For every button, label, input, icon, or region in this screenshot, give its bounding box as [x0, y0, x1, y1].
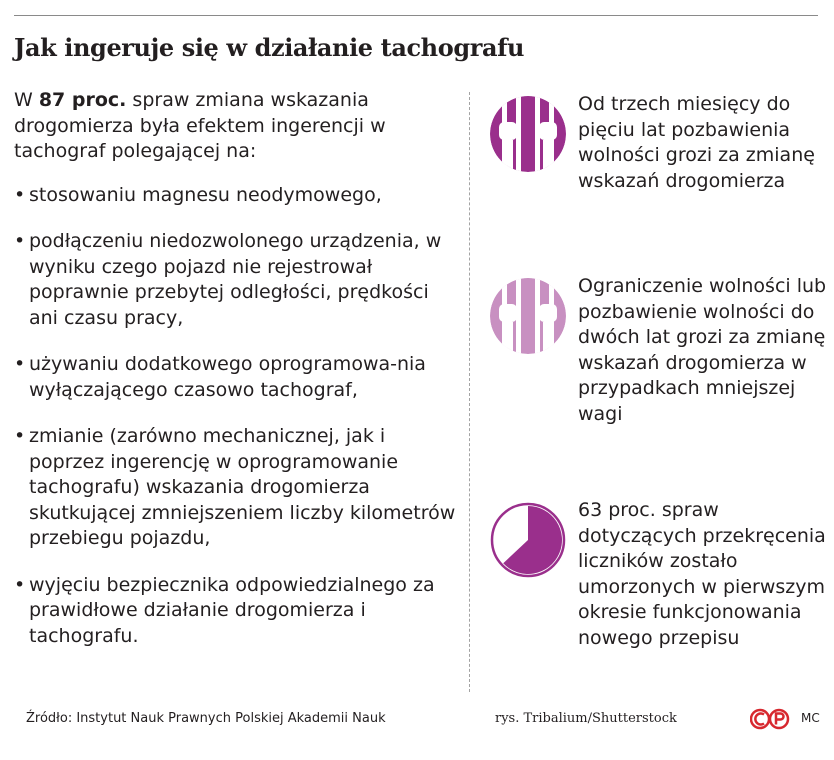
intro-highlight: 87 proc.: [38, 89, 127, 111]
top-rule: [14, 15, 818, 16]
bullet-item: • wyjęciu bezpiecznika odpowiedzialnego za prawidłowe działanie drogomierza i tachografu.: [14, 573, 462, 650]
left-column: [14, 88, 462, 670]
column-divider: [469, 92, 470, 692]
intro-paragraph: [14, 88, 462, 165]
bullet-item: • podłączeniu niedozwolonego urządzenia, w wyniku czego pojazd nie rejestrował poprawnie przebytej odległości, prędkości ani czasu pracy,: [14, 229, 462, 331]
fact-text: Ograniczenie wolności lub pozbawienie wolności do dwóch lat grozi za zmianę wskazań drogomierza w przypadkach mniejszej wagi: [578, 275, 827, 425]
bullet-item: • używaniu dodatkowego oprogramowa-nia wyłączającego czasowo tachograf,: [14, 352, 462, 403]
source-note: Źródło: Instytut Nauk Prawnych Polskiej Akademii Nauk: [26, 711, 386, 726]
pie-chart-icon: [490, 502, 566, 578]
prison-bars-icon: [490, 96, 566, 172]
author-initials: MC: [801, 711, 820, 725]
bullet-item: • zmianie (zarówno mechanicznej, jak i poprzez ingerencję w oprogramowanie tachografu) wskazania drogomierza skutkującej zmniejszeniem liczby kilometrów przebiegu pojazdu,: [14, 424, 462, 552]
cp-logo-icon: [750, 707, 790, 731]
image-credit: rys. Tribalium/Shutterstock: [495, 711, 677, 726]
page-title: Jak ingeruje się w działanie tachografu: [14, 33, 525, 62]
fact-text: Od trzech miesięcy do pięciu lat pozbawienia wolności grozi za zmianę wskazań drogomierza: [578, 93, 815, 192]
bullet-list: [14, 183, 462, 650]
fact-text: 63 proc. spraw dotyczących przekręcenia liczników zostało umorzonych w pierwszym okresie funkcjonowania nowego przepisu: [578, 499, 826, 649]
intro-text-after: spraw zmiana wskazania drogomierza była efektem ingerencji w tachograf polegającej na:: [14, 89, 386, 162]
prison-bars-icon: [490, 278, 566, 354]
intro-text-before: W: [14, 89, 39, 111]
bullet-item: • stosowaniu magnesu neodymowego,: [14, 183, 462, 209]
